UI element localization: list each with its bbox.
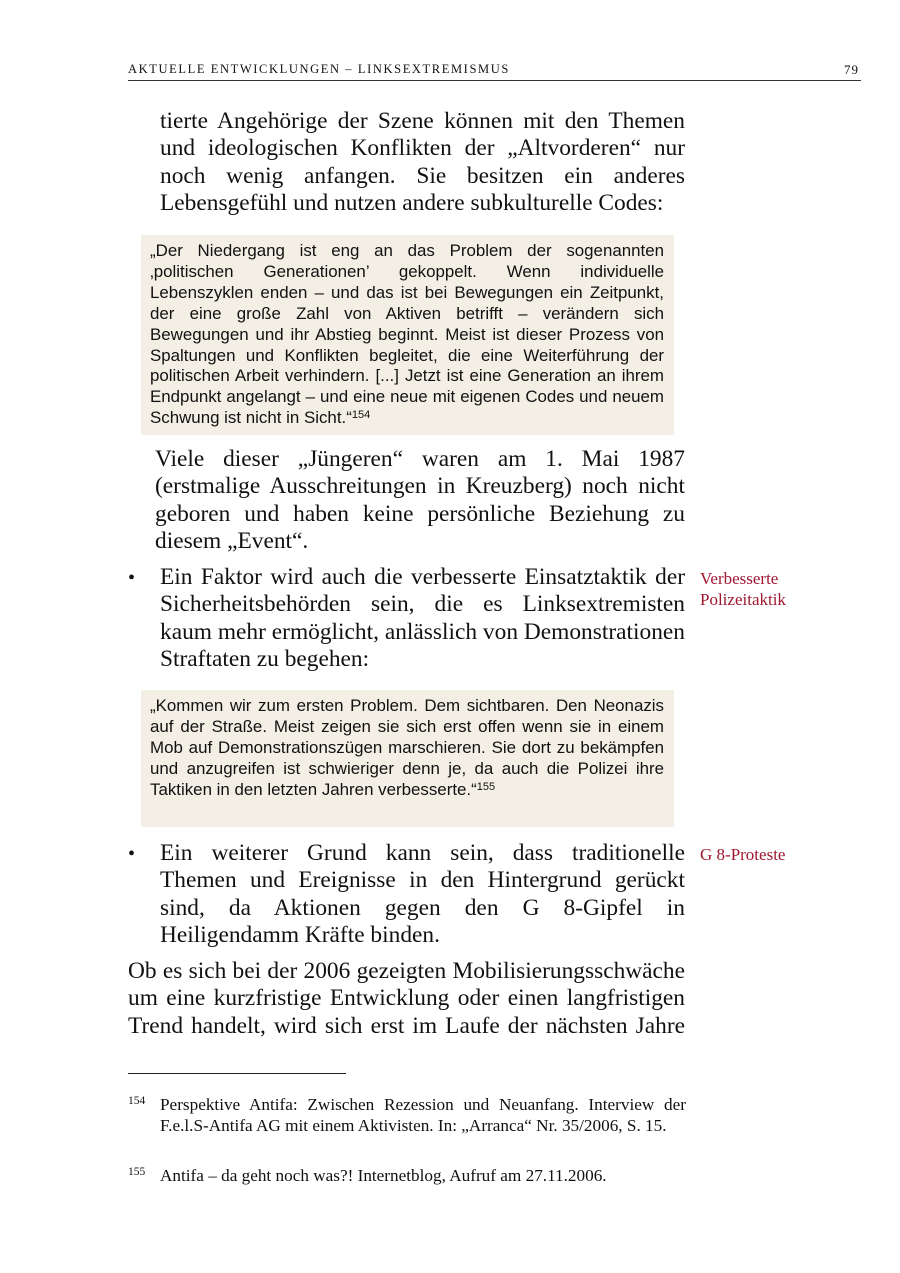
intro-paragraph: tierte Angehörige der Szene können mit den Themen und ideologischen Konflikten der „Altvorderen“ nur noch wenig anfangen. Sie besitzen ein anderes Lebensgefühl und nutzen andere subkulturelle Codes: bbox=[160, 108, 685, 216]
footnote-ref-155[interactable]: 155 bbox=[476, 780, 496, 793]
bullet-marker: • bbox=[128, 567, 136, 589]
footnote-text: Antifa – da geht noch was?! Internetblog, Aufruf am 27.11.2006. bbox=[160, 1166, 607, 1185]
footnote-separator bbox=[128, 1073, 346, 1074]
margin-note-polizeitaktik bbox=[700, 568, 786, 610]
footnote-154 bbox=[128, 1094, 686, 1136]
quote-text: „Der Niedergang ist eng an das Problem der sogenannten ‚politischen Generationen’ gekoppelt. Wenn individuelle Lebenszyklen enden – und das ist bei Bewegungen ein Zeitpunkt, der eine große Zahl von Aktiven betrifft – verändern sich Bewegungen und ihr Abstieg beginnt. Meist ist dieser Prozess von Spaltungen und Konflikten begleitet, die eine Weiterführung der politischen Arbeit verhindern. [...] Jetzt ist eine Generation an ihrem Endpunkt angelangt – und eine neue mit eigenen Codes und neuem Schwung ist nicht in Sicht.“ bbox=[150, 241, 664, 428]
closing-paragraph: Ob es sich bei der 2006 gezeigten Mobilisierungsschwäche um eine kurzfristige Entwicklung oder einen langfristigen Trend handelt, wird sich erst im Laufe der nächsten Jahre bbox=[128, 958, 685, 1039]
footnote-ref-154[interactable]: 154 bbox=[351, 409, 371, 422]
margin-note-line: Verbesserte bbox=[700, 569, 779, 588]
bullet-item-g8-proteste: Ein weiterer Grund kann sein, dass traditionelle Themen und Ereignisse in den Hintergrund gerückt sind, da Aktionen gegen den G 8-Gipfel in Heiligendamm Kräfte binden. bbox=[160, 840, 685, 948]
middle-paragraph: Viele dieser „Jüngeren“ waren am 1. Mai 1987 (erstmalige Ausschreitungen in Kreuzberg) noch nicht geboren und haben keine persönliche Beziehung zu diesem „Event“. bbox=[155, 446, 685, 554]
quote-block-155 bbox=[141, 690, 674, 827]
quote-text: „Kommen wir zum ersten Problem. Dem sichtbaren. Den Neonazis auf der Straße. Meist zeigen sie sich erst offen wenn sie in einem Mob auf Demonstrationszügen marschieren. Sie dort zu bekämpfen und anzugreifen ist schwieriger denn je, da auch die Polizei ihre Taktiken in den letzten Jahren verbesserte.“ bbox=[150, 696, 664, 799]
bullet-item-polizeitaktik: Ein Faktor wird auch die verbesserte Einsatztaktik der Sicherheitsbehörden sein, die es Linksextremisten kaum mehr ermöglicht, anlässlich von Demonstrationen Straftaten zu begehen: bbox=[160, 564, 685, 672]
footnote-155 bbox=[128, 1165, 686, 1186]
footnote-text: Perspektive Antifa: Zwischen Rezession und Neuanfang. Interview der F.e.l.S-Antifa AG mit einem Aktivisten. In: „Arranca“ Nr. 35/2006, S. 15. bbox=[160, 1095, 686, 1135]
footnote-number: 155 bbox=[128, 1166, 146, 1178]
margin-note-line: G 8-Proteste bbox=[700, 845, 786, 864]
running-title: AKTUELLE ENTWICKLUNGEN – LINKSEXTREMISMUS bbox=[128, 62, 510, 76]
margin-note-line: Polizeitaktik bbox=[700, 590, 786, 609]
margin-note-g8-proteste bbox=[700, 844, 785, 865]
bullet-marker: • bbox=[128, 843, 136, 865]
footnote-number: 154 bbox=[128, 1095, 146, 1107]
page-number: 79 bbox=[844, 62, 859, 77]
running-header bbox=[128, 62, 861, 81]
quote-block-154 bbox=[141, 235, 674, 435]
